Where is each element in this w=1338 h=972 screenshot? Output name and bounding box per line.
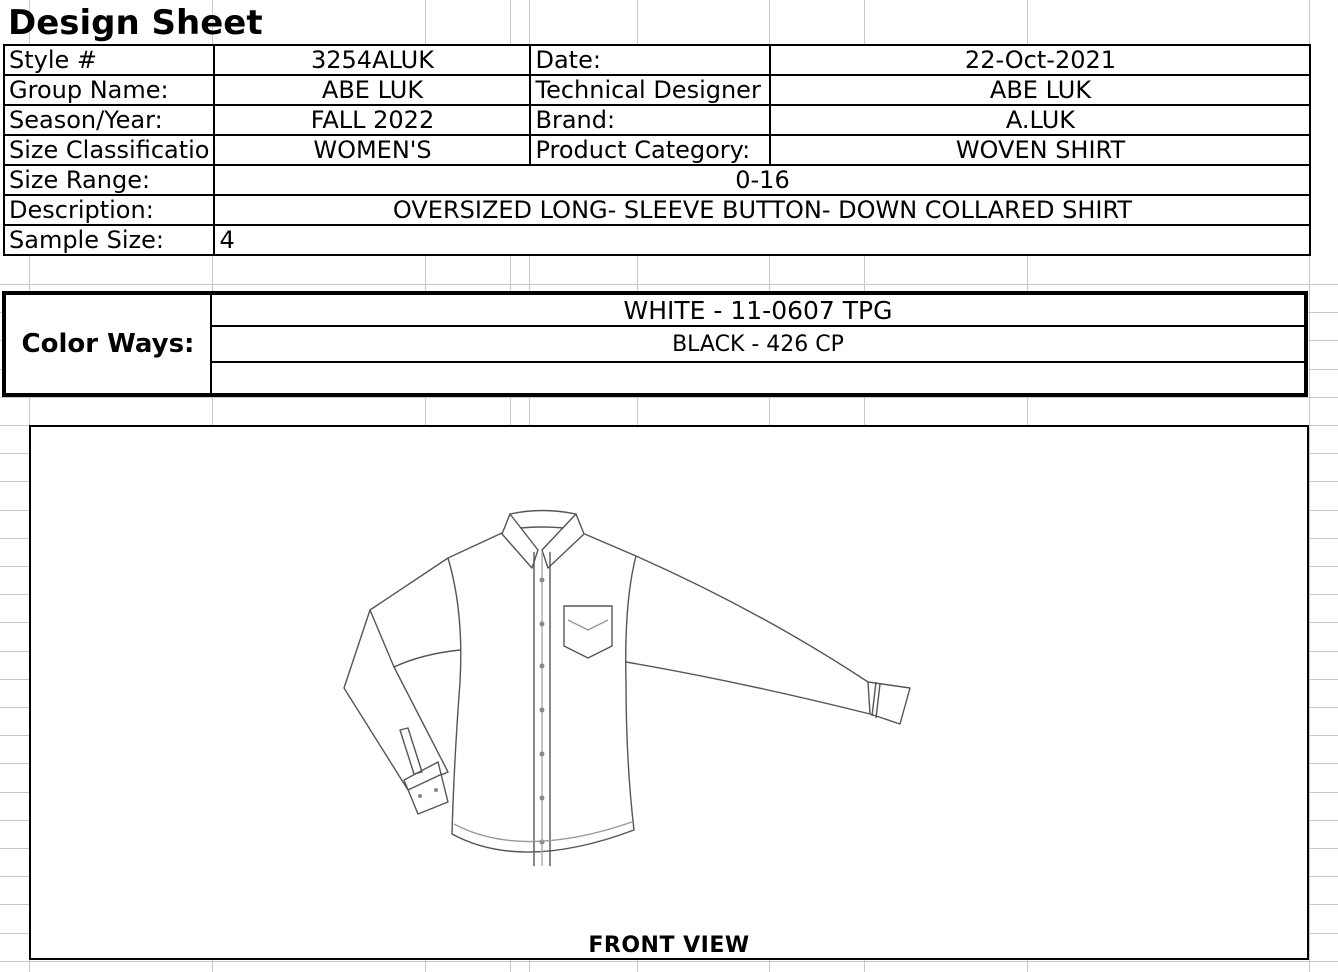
product-category-label: Product Category:: [530, 135, 770, 165]
description-label: Description:: [4, 195, 214, 225]
color-way-empty[interactable]: [212, 363, 1304, 393]
sketch-area: [29, 425, 1309, 960]
size-classification-label: Size Classificatio: [4, 135, 214, 165]
size-range-label: Size Range:: [4, 165, 214, 195]
front-view-label: FRONT VIEW: [588, 933, 750, 958]
table-row: [4, 195, 1310, 225]
size-range-value[interactable]: 0-16: [214, 165, 1310, 195]
sample-size-value[interactable]: 4: [214, 225, 1310, 255]
technical-designer-value[interactable]: ABE LUK: [770, 75, 1310, 105]
shirt-front-sketch: [31, 427, 1307, 927]
date-label: Date:: [530, 45, 770, 75]
color-ways-box: [2, 291, 1308, 397]
table-row: [4, 105, 1310, 135]
sample-size-label: Sample Size:: [4, 225, 214, 255]
brand-label: Brand:: [530, 105, 770, 135]
description-value[interactable]: OVERSIZED LONG- SLEEVE BUTTON- DOWN COLLARED SHIRT: [214, 195, 1310, 225]
group-name-value[interactable]: ABE LUK: [214, 75, 530, 105]
size-classification-value[interactable]: WOMEN'S: [214, 135, 530, 165]
season-year-value[interactable]: FALL 2022: [214, 105, 530, 135]
page-title: Design Sheet: [8, 3, 263, 43]
color-ways-label: Color Ways:: [6, 295, 212, 393]
technical-designer-label: Technical Designer: [530, 75, 770, 105]
info-table: [3, 44, 1311, 256]
color-way-white[interactable]: WHITE - 11-0607 TPG: [212, 295, 1304, 327]
brand-value[interactable]: A.LUK: [770, 105, 1310, 135]
style-label: Style #: [4, 45, 214, 75]
group-name-label: Group Name:: [4, 75, 214, 105]
product-category-value[interactable]: WOVEN SHIRT: [770, 135, 1310, 165]
table-row: [4, 75, 1310, 105]
table-row: [4, 135, 1310, 165]
season-year-label: Season/Year:: [4, 105, 214, 135]
style-value[interactable]: 3254ALUK: [214, 45, 530, 75]
date-value[interactable]: 22-Oct-2021: [770, 45, 1310, 75]
table-row: [4, 45, 1310, 75]
color-way-black[interactable]: BLACK - 426 CP: [212, 327, 1304, 363]
table-row: [4, 165, 1310, 195]
table-row: [4, 225, 1310, 255]
